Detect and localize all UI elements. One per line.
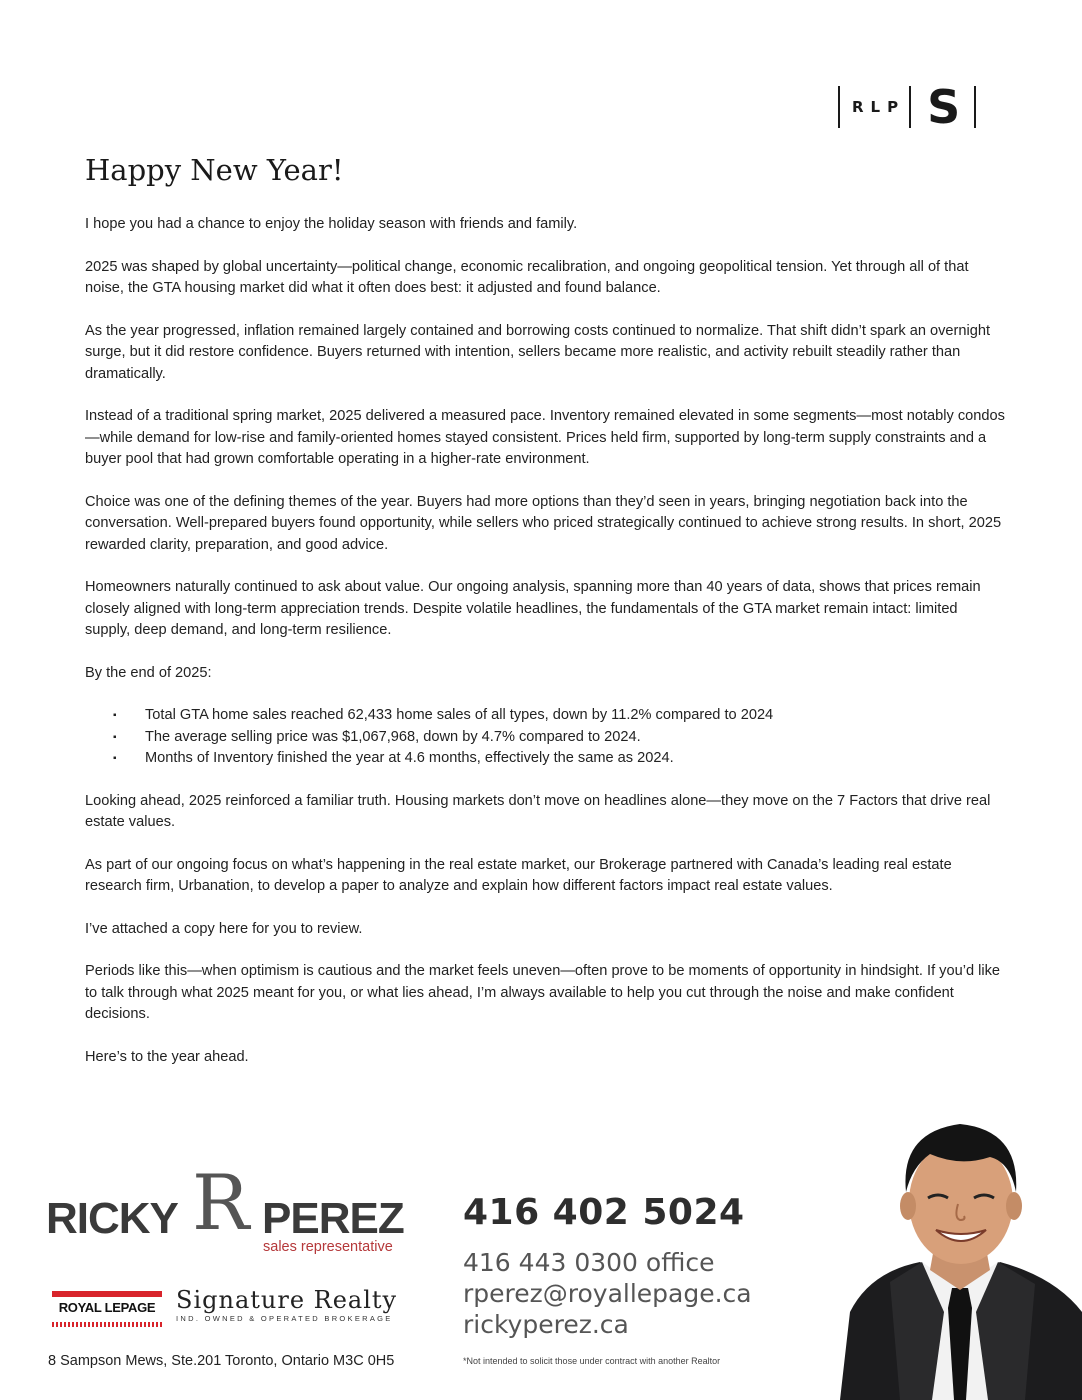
agent-monogram: R xyxy=(192,1158,250,1247)
list-item: ▪ The average selling price was $1,067,968, down by 4.7% compared to 2024. xyxy=(145,727,1005,749)
logo-rlp-text: RLP xyxy=(852,98,906,116)
disclaimer: *Not intended to solicit those under contract with another Realtor xyxy=(463,1356,721,1366)
paragraph: I’ve attached a copy here for you to review. xyxy=(85,920,363,937)
paragraph: Here’s to the year ahead. xyxy=(85,1048,249,1065)
paragraph: I hope you had a chance to enjoy the holiday season with friends and family. xyxy=(85,216,578,232)
royal-lepage-logo xyxy=(52,1291,162,1327)
list-item: ▪ Months of Inventory finished the year at 4.6 months, effectively the same as 2024. xyxy=(145,748,1005,770)
office-phone[interactable]: 416 443 0300 office xyxy=(463,1248,715,1277)
logo-barcode-stripe xyxy=(52,1322,162,1327)
royal-lepage-text: ROYAL LEPAGE xyxy=(58,1300,156,1315)
letter-heading: Happy New Year! xyxy=(85,153,344,187)
stats-list xyxy=(85,705,1005,770)
brokerage-name: Signature Realty xyxy=(176,1286,398,1314)
rlp-logo xyxy=(838,80,976,134)
paragraph: Choice was one of the defining themes of the year. Buyers had more options than they’d seen in years, bringing negotiation back into the conversation. Well-prepared buyers found opportunity, while sellers who priced strategically continued to achieve strong results. In short, 2025 rewarded clarity, preparation, and good advice. xyxy=(85,493,1002,553)
paragraph: Periods like this—when optimism is cautious and the market feels uneven—often prove to be moments of opportunity in hindsight. If you’d like to talk through what 2025 meant for you, or what lies ahead, I’m always available to help you cut through the noise and make confident decisions. xyxy=(85,963,1001,1022)
paragraph: Instead of a traditional spring market, 2025 delivered a measured pace. Inventory remained elevated in some segments—most notably condos—while demand for low-rise and family-oriented homes stayed consistent. Prices held firm, supported by long-term supply constraints and a buyer pool that had grown comfortable operating in a higher-rate environment. xyxy=(85,408,1005,467)
paragraph: As part of our ongoing focus on what’s happening in the real estate market, our Brokerage partnered with Canada’s leading real estate research firm, Urbanation, to develop a paper to analyze and explain how different factors impact real estate values. xyxy=(85,856,952,894)
agent-first-name: RICKY xyxy=(46,1194,178,1243)
paragraph: 2025 was shaped by global uncertainty—political change, economic recalibration, and ongoing geopolitical tension. Yet through all of that noise, the GTA housing market did what it often does best: it adjusted and found balance. xyxy=(85,258,969,296)
agent-phone[interactable]: 416 402 5024 xyxy=(463,1192,745,1233)
list-item: ▪ Total GTA home sales reached 62,433 home sales of all types, down by 11.2% compared to 2024 xyxy=(145,705,1005,727)
agent-brand-logo xyxy=(46,1158,416,1262)
agent-website[interactable]: rickyperez.ca xyxy=(463,1310,629,1339)
contact-block xyxy=(463,1192,752,1340)
paragraph: As the year progressed, inflation remained largely contained and borrowing costs continued to normalize. That shift didn’t spark an overnight surge, but it did restore confidence. Buyers returned with intention, sellers became more realistic, and activity rebuilt steadily rather than dramatically. xyxy=(85,322,991,382)
paragraph: By the end of 2025: xyxy=(85,664,212,681)
logo-s-text: S xyxy=(927,80,961,134)
paragraph: Looking ahead, 2025 reinforced a familiar truth. Housing markets don’t move on headlines alone—they move on the 7 Factors that drive real estate values. xyxy=(85,792,991,830)
agent-photo xyxy=(840,1112,1082,1400)
agent-email[interactable]: rperez@royallepage.ca xyxy=(463,1279,752,1308)
logo-divider xyxy=(974,86,976,128)
office-address: 8 Sampson Mews, Ste.201 Toronto, Ontario M3C 0H5 xyxy=(48,1353,395,1369)
agent-portrait xyxy=(840,1112,1082,1400)
brokerage-subtitle: IND. OWNED & OPERATED BROKERAGE xyxy=(176,1314,393,1323)
logo-stripe xyxy=(52,1291,162,1297)
brokerage-name-block xyxy=(176,1286,397,1323)
agent-tagline: sales representative xyxy=(263,1239,393,1255)
letter-body xyxy=(85,150,1005,1089)
paragraph: Homeowners naturally continued to ask about value. Our ongoing analysis, spanning more than 40 years of data, shows that prices remain closely aligned with long-term appreciation trends. Despite volatile headlines, the fundamentals of the GTA market remain intact: limited supply, deep demand, and long-term resilience. xyxy=(85,579,981,638)
agent-last-name: PEREZ xyxy=(262,1194,404,1243)
